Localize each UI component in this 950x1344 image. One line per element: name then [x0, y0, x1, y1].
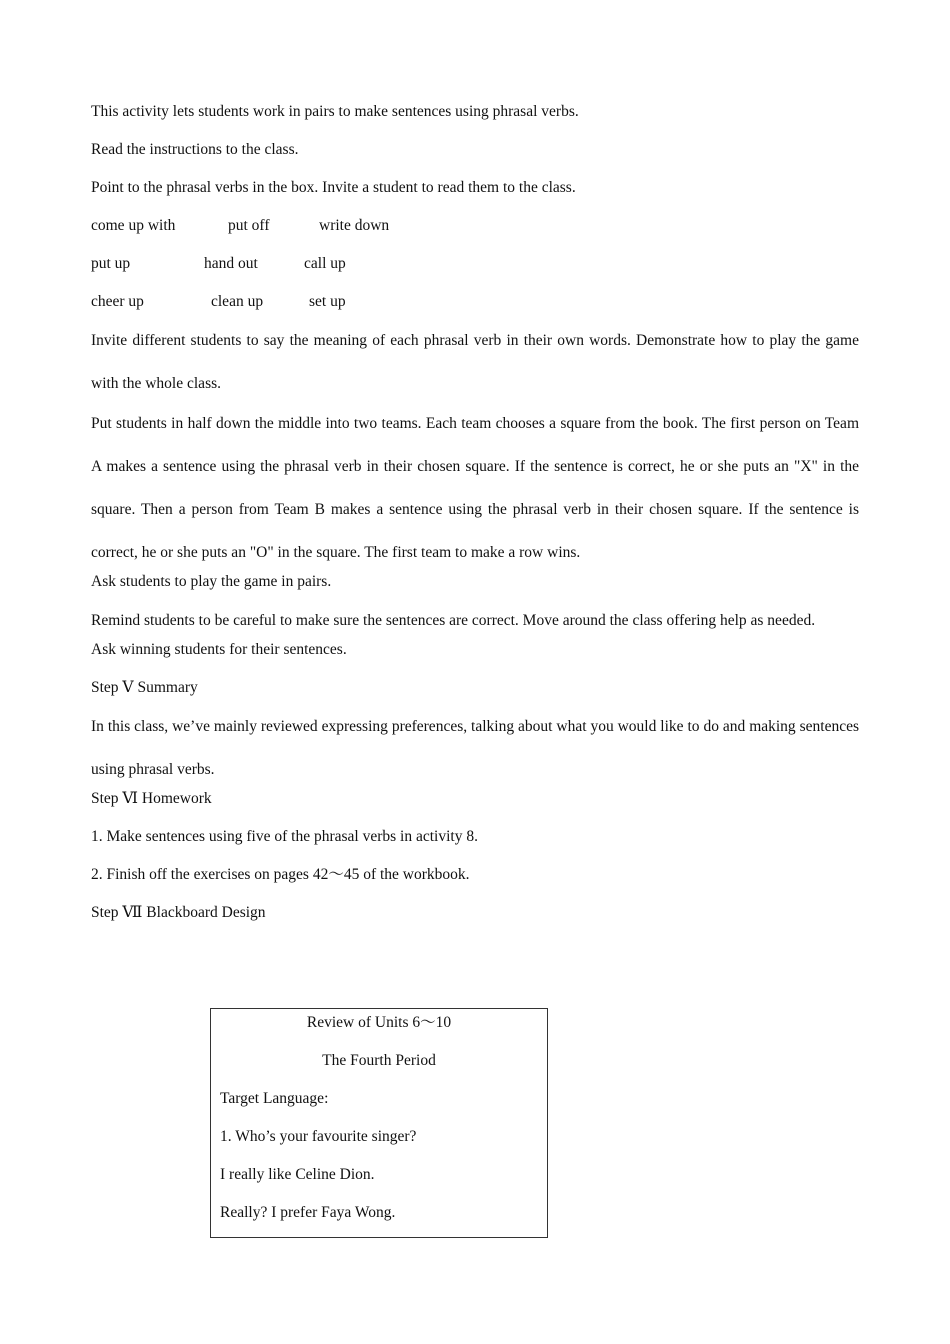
phrasal-verb: set up [309, 293, 346, 310]
blackboard-design-box [210, 1008, 548, 1238]
phrasal-verb: write down [319, 217, 390, 234]
blackboard-title: Review of Units 6～10 [306, 1014, 452, 1031]
step-summary-heading: Step Ⅴ Summary [91, 679, 198, 696]
phrasal-verb-row-2 [91, 253, 859, 291]
phrasal-verb: cheer up [91, 293, 144, 310]
paragraph-team-game: Put students in half down the middle into two teams. Each team chooses a square from the book. The first person on Team A makes a sentence using the phrasal verb in their chosen square. If the sentence is correct, he or she puts an "X" in the square. Then a person from Team B makes a sentence using the phrasal verb in their chosen square. If the sentence is correct, he or she puts an "O" in the square. The first team to make a row wins. [91, 415, 859, 561]
phrasal-verb-row-1 [91, 215, 859, 253]
paragraph-play-pairs: Ask students to play the game in pairs. [91, 573, 332, 590]
paragraph-meaning: Invite different students to say the meaning of each phrasal verb in their own words. Demonstrate how to play the game with the whole class. [91, 332, 859, 392]
blackboard-subtitle: The Fourth Period [322, 1052, 436, 1069]
phrasal-verb: put off [228, 217, 270, 234]
paragraph-point-verbs: Point to the phrasal verbs in the box. Invite a student to read them to the class. [91, 179, 576, 196]
paragraph-winning: Ask winning students for their sentences. [91, 641, 347, 658]
phrasal-verb: put up [91, 255, 131, 272]
paragraph-intro: This activity lets students work in pairs to make sentences using phrasal verbs. [91, 103, 579, 120]
homework-item-2: 2. Finish off the exercises on pages 42～45 of the workbook. [91, 866, 470, 883]
phrasal-verb: clean up [211, 293, 264, 310]
paragraph-read-instructions: Read the instructions to the class. [91, 141, 299, 158]
phrasal-verb: call up [304, 255, 346, 272]
blackboard-target-language: Target Language: [220, 1090, 329, 1107]
document-body [91, 101, 859, 940]
phrasal-verb: come up with [91, 217, 176, 234]
blackboard-line: Really? I prefer Faya Wong. [220, 1204, 396, 1221]
phrasal-verb: hand out [204, 255, 258, 272]
paragraph-remind: Remind students to be careful to make sure the sentences are correct. Move around the class offering help as needed. [91, 612, 816, 629]
homework-item-1: 1. Make sentences using five of the phrasal verbs in activity 8. [91, 828, 478, 845]
blackboard-line: 1. Who’s your favourite singer? [220, 1128, 417, 1145]
step-homework-heading: Step Ⅵ Homework [91, 790, 212, 807]
step-blackboard-heading: Step Ⅶ Blackboard Design [91, 904, 266, 921]
paragraph-summary: In this class, we’ve mainly reviewed expressing preferences, talking about what you would like to do and making sentences using phrasal verbs. [91, 718, 859, 778]
blackboard-line: I really like Celine Dion. [220, 1166, 375, 1183]
